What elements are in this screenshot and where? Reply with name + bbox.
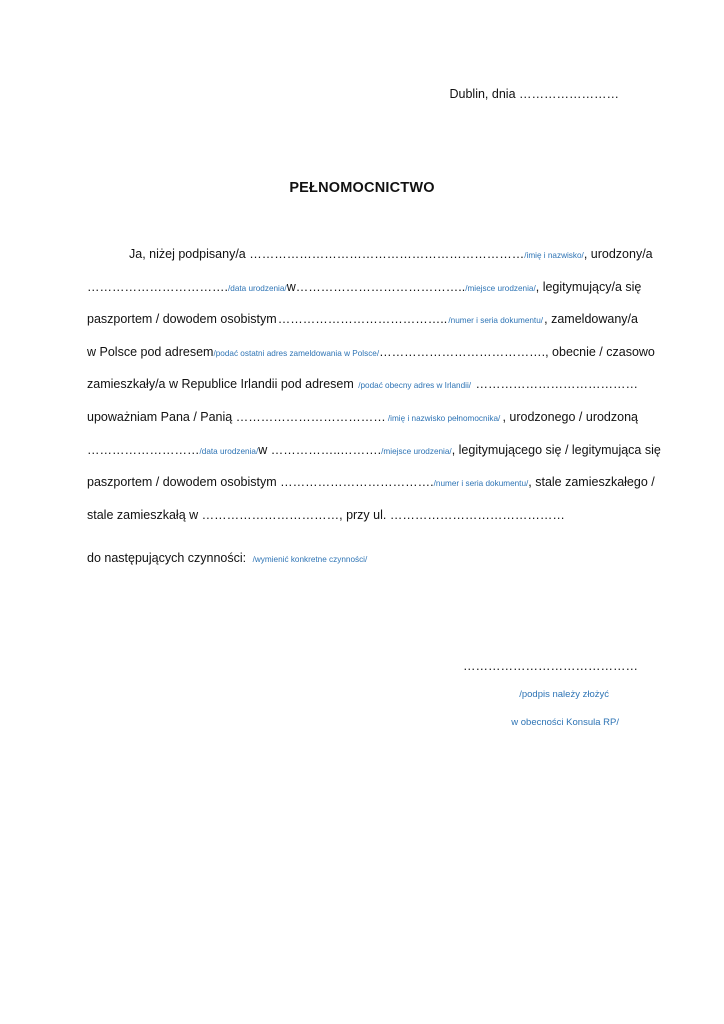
- place-and-date: Dublin, dnia ……………………: [449, 87, 619, 101]
- actions-instruction: [87, 551, 367, 565]
- body-line: [87, 336, 655, 369]
- body-text-segment: , legitymującego się / legitymująca się: [451, 442, 661, 457]
- body-line: [87, 434, 661, 467]
- body-text-segment: w: [286, 279, 296, 294]
- power-of-attorney-body: [87, 238, 661, 531]
- field-hint: /podać obecny adres w Irlandii/: [358, 381, 472, 391]
- signature-note-line-2: w obecności Konsula RP/: [511, 717, 619, 728]
- body-text-segment: , urodzonego / urodzoną: [502, 409, 638, 424]
- body-text-segment: stale zamieszkałą w ……………………………, przy ul. ……………………………………: [87, 507, 565, 522]
- actions-hint: /wymienić konkretne czynności/: [252, 555, 368, 564]
- field-hint: /imię i nazwisko/: [524, 251, 584, 260]
- body-text-segment: , stale zamieszkałego /: [528, 475, 655, 490]
- body-text-segment: zamieszkały/a w Republice Irlandii pod adresem: [87, 377, 354, 392]
- body-text-segment: ………………………: [87, 442, 200, 457]
- signature-line: ……………………………………: [463, 659, 638, 673]
- body-line: [87, 303, 638, 336]
- body-text-segment: , urodzony/a: [583, 247, 653, 261]
- body-text-segment: …………………………………: [475, 377, 638, 392]
- body-text-segment: …………………………………..: [295, 279, 466, 294]
- field-hint: /numer i seria dokumentu/: [433, 479, 529, 489]
- body-line: [87, 238, 653, 271]
- body-line: [87, 401, 638, 434]
- body-text-segment: paszportem / dowodem osobistym ……………………………….: [87, 475, 434, 490]
- body-line: [87, 499, 638, 532]
- body-text-segment: …………………………………..: [277, 312, 448, 327]
- body-text-segment: …………………………………., obecnie / czasowo: [379, 344, 655, 359]
- signature-note-line-1: /podpis należy złożyć: [519, 689, 609, 700]
- document-title: PEŁNOMOCNICTWO: [289, 180, 435, 196]
- body-text-segment: Ja, niżej podpisany/a …………………………………………………………: [129, 247, 525, 261]
- body-text-segment: paszportem / dowodem osobistym: [87, 312, 277, 327]
- body-line: [87, 368, 638, 401]
- field-hint: /miejsce urodzenia/: [465, 283, 536, 293]
- body-text-segment: w Polsce pod adresem: [87, 344, 214, 359]
- body-text-segment: , zameldowany/a: [544, 312, 638, 327]
- body-text-segment: …………………………….: [87, 279, 228, 294]
- body-line: [87, 466, 655, 499]
- body-text-segment: upoważniam Pana / Panią ………………………………: [87, 409, 386, 424]
- body-text-segment: , legitymujący/a się: [535, 279, 642, 294]
- field-hint: /miejsce urodzenia/: [381, 446, 452, 456]
- body-text-segment: w ……………..……….: [258, 442, 382, 457]
- field-hint: /imię i nazwisko pełnomocnika/: [387, 413, 501, 423]
- actions-label: do następujących czynności:: [87, 551, 247, 565]
- field-hint: /podać ostatni adres zameldowania w Polsce/: [213, 348, 380, 358]
- body-line: [87, 271, 642, 304]
- field-hint: /data urodzenia/: [227, 283, 287, 293]
- field-hint: /data urodzenia/: [199, 446, 259, 456]
- field-hint: /numer i seria dokumentu/: [448, 316, 544, 326]
